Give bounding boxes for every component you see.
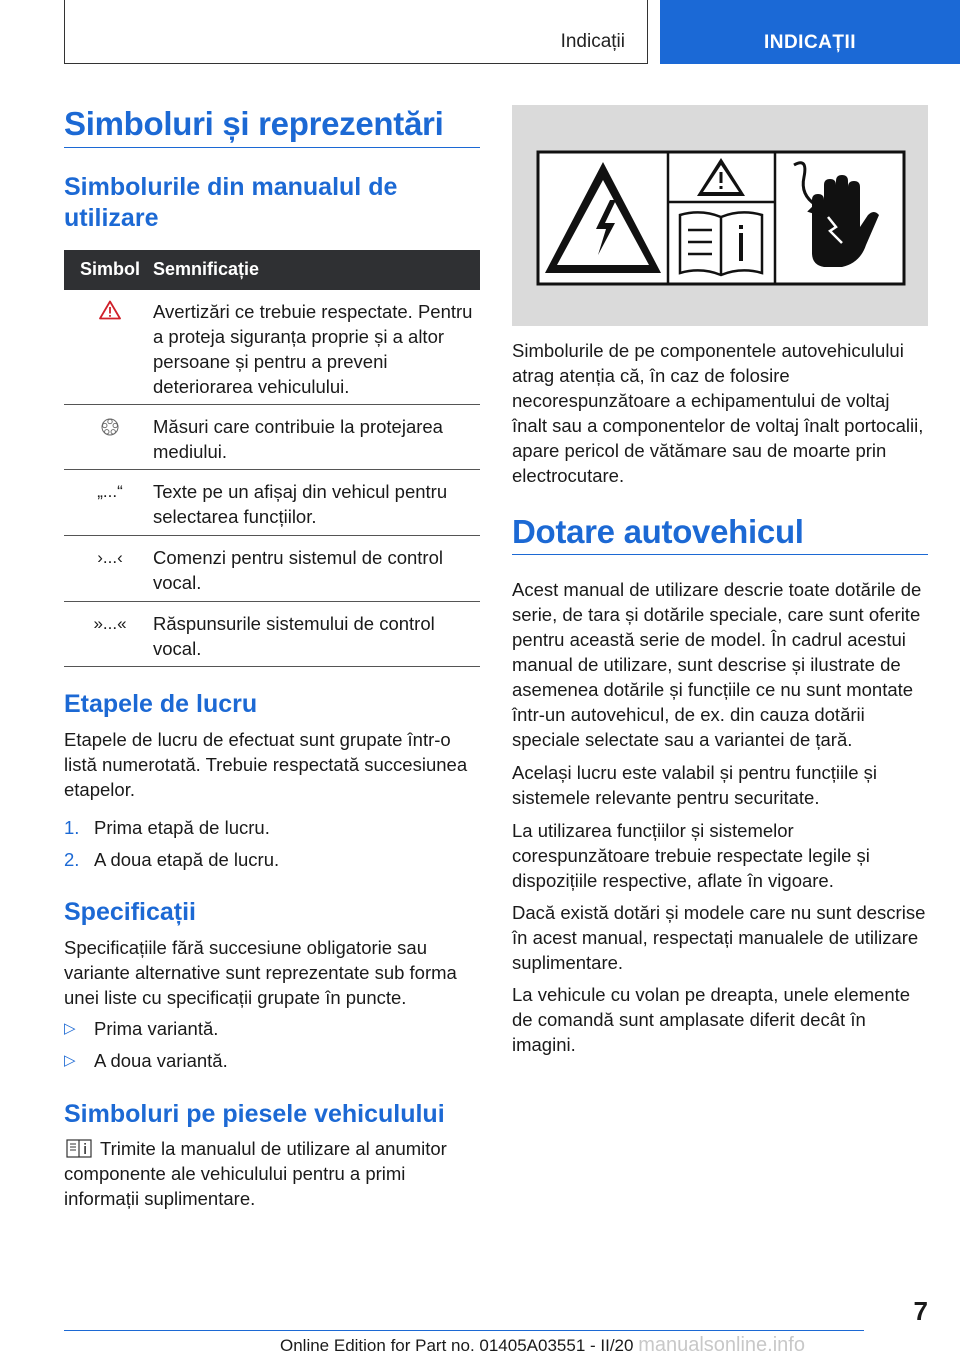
table-row [64,536,480,602]
specs-intro: Specificațiile fără succesiune obligatorie sau variante alternative sunt reprezentate sub forma unei liste cu specificații grupate în puncte. [64,937,457,1008]
section-heading-manual-symbols: Simbolurile din manualul de utilizare [64,173,398,232]
running-header [64,0,648,64]
table-header [64,250,480,290]
equipment-paragraph: Acest manual de utilizare descrie toate dotările de serie, de tara și dotările speciale, care sunt oferite pentru această serie de model. În cadrul acestui manual de utilizare, sunt descrise și ilustrate de asemenea dotările și funcțiile ce nu sunt montate într-un autovehicul, de ex. din cauza dotării speciale selectate sau a variantei de țară. [512,579,922,750]
table-cell-text: Răspunsurile sistemului de control vocal. [153,613,435,659]
list-item [64,847,478,872]
step-text: A doua etapă de lucru. [94,849,280,870]
table-cell-text: Avertizări ce trebuie respectate. Pentru a proteja siguranța proprie și a altor persoane și pentru a preveni deteriorarea vehiculului. [153,301,473,397]
section-heading-specs: Specificații [64,898,196,926]
edition-footer [280,1334,805,1357]
bullet-triangle-icon: ▷ [64,1052,76,1069]
page-title: Simboluri și reprezentări [64,105,444,142]
high-voltage-warning-image [512,105,928,326]
table-row [64,405,480,470]
manual-book-icon [66,1139,92,1163]
step-text: Prima etapă de lucru. [94,817,270,838]
equipment-paragraph: La utilizarea funcțiilor și sistemelor corespunzătoare trebuie respectate legile și dispozițiile respective, aflate în vigoare. [512,820,870,891]
table-cell-text: Texte pe un afișaj din vehicul pentru selectarea funcțiilor. [153,481,448,527]
step-number: 1. [64,817,80,838]
table-cell-text: Comenzi pentru sistemul de control vocal. [153,547,443,593]
table-cell-text: Măsuri care contribuie la protejarea mediului. [153,416,443,462]
steps-intro: Etapele de lucru de efectuat sunt grupate într-o listă numerotată. Trebuie respectată succesiunea etapelor. [64,729,468,800]
table-cell-symbol: „...“ [97,482,123,501]
equipment-paragraph: Dacă există dotări și modele care nu sunt descrise în acest manual, respectați manualele de utilizare suplimentare. [512,902,926,973]
bullet-triangle-icon: ▷ [64,1020,76,1037]
page-number: 7 [913,1296,928,1326]
chapter-tab-label: INDICAȚII [763,32,857,53]
table-row [64,290,480,405]
equipment-paragraph: Același lucru este valabil și pentru funcțiile și sistemele relevante pentru securitate. [512,762,878,808]
edition-text: Online Edition for Part no. 01405A03551 - II/20 [280,1336,634,1355]
symbols-table [64,250,480,667]
equipment-rule [512,554,928,555]
table-row [64,470,480,536]
table-row [64,602,480,667]
table-header-symbol: Simbol [79,259,140,279]
section-title-equipment: Dotare autovehicul [512,513,804,550]
footer-rule [64,1330,864,1331]
list-item [64,1048,478,1073]
title-rule [64,147,480,148]
equipment-paragraph: La vehicule cu volan pe dreapta, unele elemente de comandă sunt amplasate diferit decât în imagini. [512,984,911,1055]
warning-triangle-icon [72,300,148,325]
table-cell-symbol: »...« [93,614,127,633]
running-header-section: Indicații [560,31,625,52]
section-heading-steps: Etapele de lucru [64,690,258,718]
environment-icon [72,417,148,442]
vehicle-symbols-text: Trimite la manualul de utilizare al anumitor componente ale vehiculului pentru a primi informații suplimentare. [64,1138,447,1209]
spec-text: Prima variantă. [94,1018,219,1039]
table-header-meaning: Semnificație [153,259,260,279]
image-caption: Simbolurile de pe componentele autovehiculului atrag atenția că, în caz de folosire necorespunzătoare a echipamentului de voltaj înalt sau a componentelor de voltaj înalt portocalii, apare pericol de vătămare sau de moarte prin electrocutare. [512,340,924,486]
section-heading-vehicle-symbols: Simboluri pe piesele vehiculului [64,1100,445,1128]
spec-text: A doua variantă. [94,1050,228,1071]
table-cell-symbol: ›...‹ [97,548,123,567]
chapter-tab[interactable] [660,0,960,64]
step-number: 2. [64,849,80,870]
list-item [64,1016,478,1041]
watermark: manualsonline.info [638,1334,805,1356]
list-item [64,815,478,840]
